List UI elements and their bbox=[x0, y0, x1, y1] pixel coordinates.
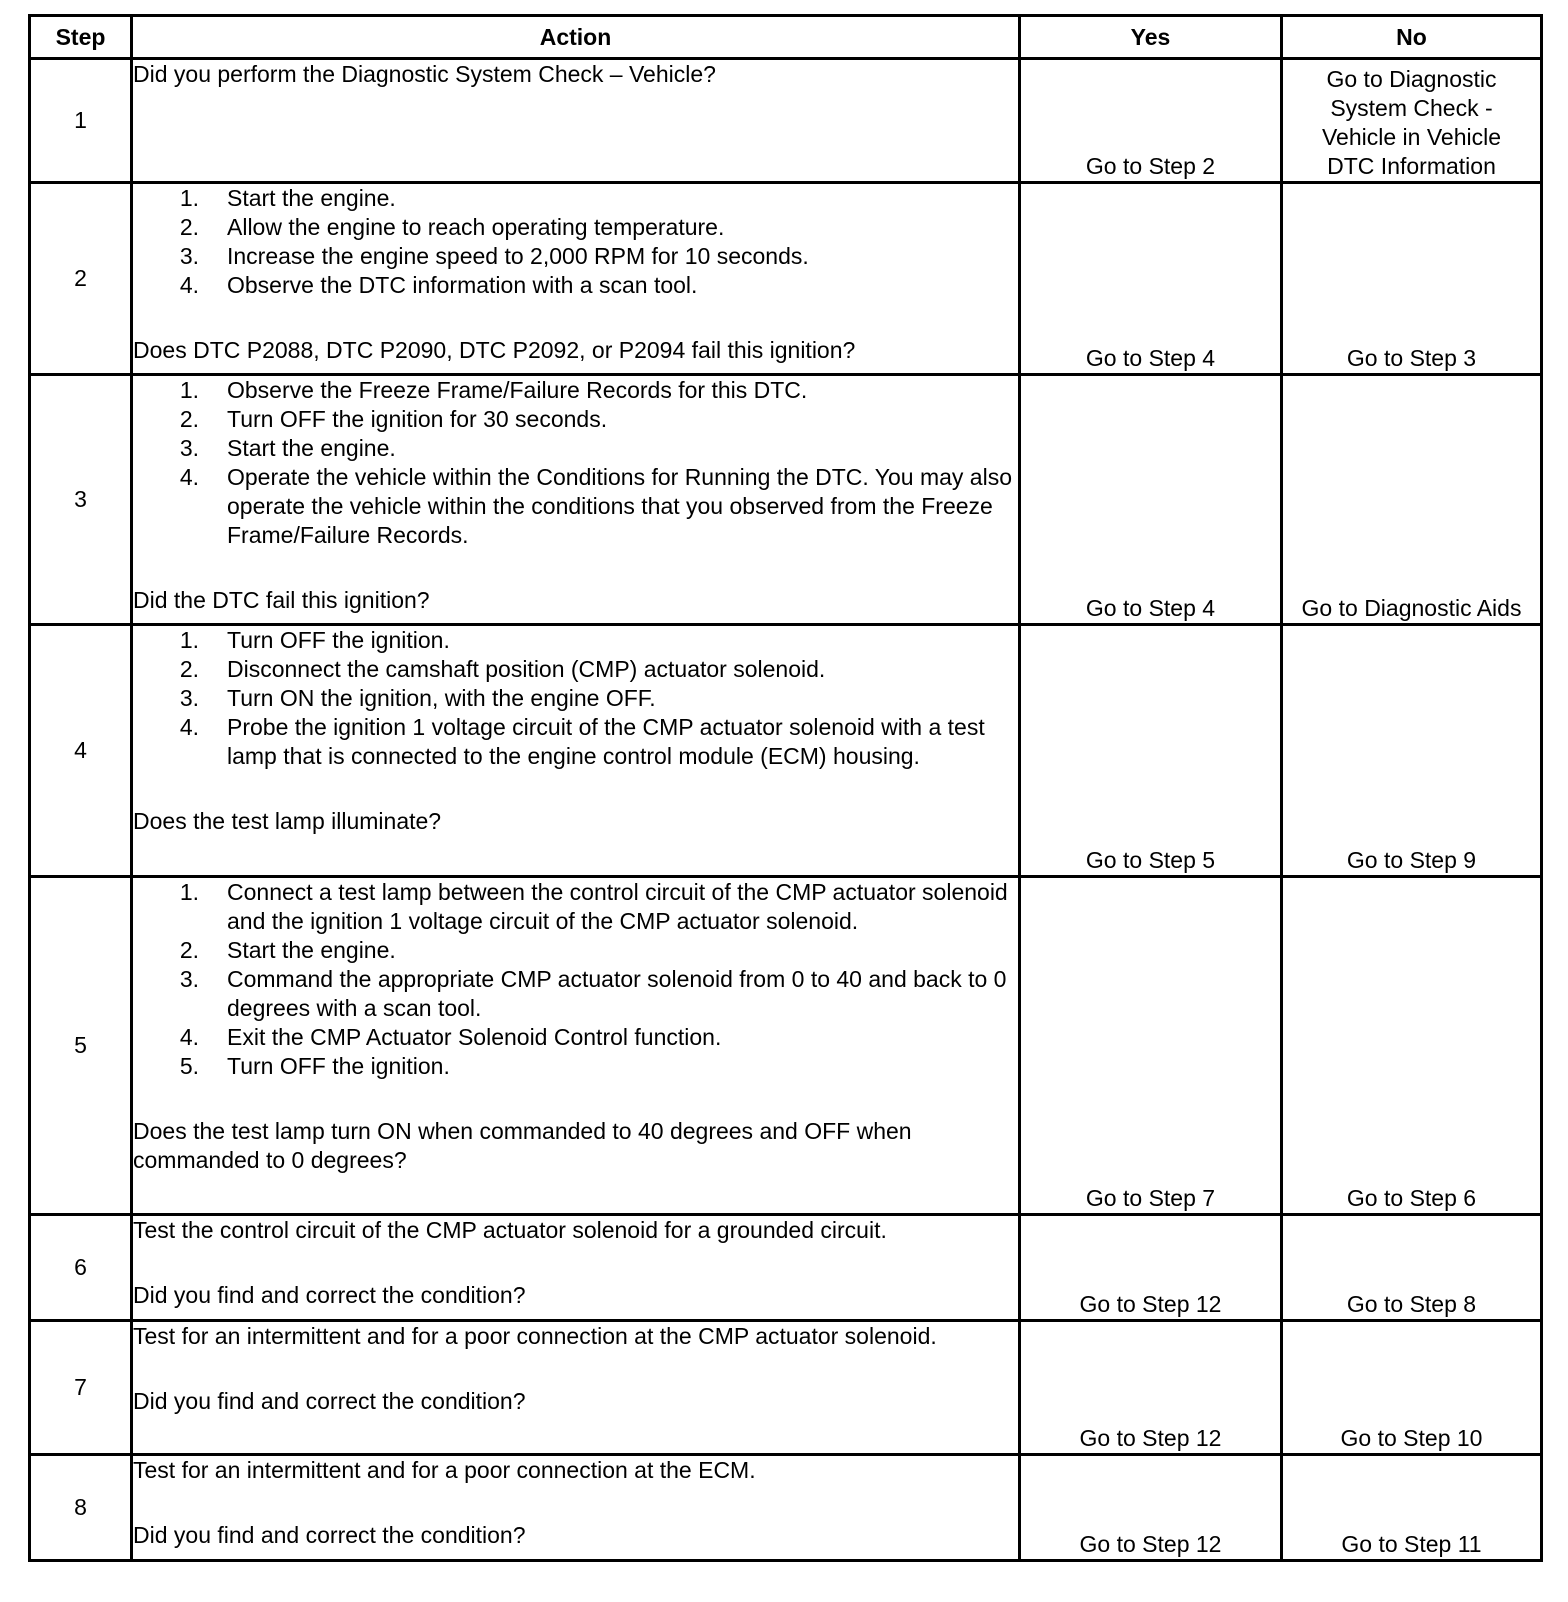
question-text: Did the DTC fail this ignition? bbox=[133, 587, 430, 613]
yes-cell: Go to Step 12 bbox=[1020, 1321, 1282, 1455]
yes-cell: Go to Step 5 bbox=[1020, 625, 1282, 877]
no-cell: Go to Step 9 bbox=[1282, 625, 1542, 877]
yes-cell: Go to Step 4 bbox=[1020, 375, 1282, 625]
instruction-list bbox=[133, 878, 1018, 1081]
no-cell: Go to Step 6 bbox=[1282, 877, 1542, 1215]
instruction-item: 1. Connect a test lamp between the control circuit of the CMP actuator solenoid and the ignition 1 voltage circuit of the CMP actuator solenoid. bbox=[179, 879, 1008, 934]
instruction-item: 2. Turn OFF the ignition for 30 seconds. bbox=[179, 406, 608, 432]
instruction-item: 1. Observe the Freeze Frame/Failure Records for this DTC. bbox=[179, 377, 808, 403]
action-text: Did you perform the Diagnostic System Check – Vehicle? bbox=[133, 61, 716, 87]
action-cell bbox=[132, 625, 1020, 877]
question-text: Did you find and correct the condition? bbox=[133, 1282, 526, 1308]
instruction-item: 3. Increase the engine speed to 2,000 RPM for 10 seconds. bbox=[179, 243, 809, 269]
instruction-item: 2. Allow the engine to reach operating temperature. bbox=[179, 214, 725, 240]
instruction-item: 1. Turn OFF the ignition. bbox=[179, 627, 450, 653]
table-row bbox=[30, 1321, 1542, 1455]
step-number: 6 bbox=[30, 1215, 132, 1321]
action-text: Test the control circuit of the CMP actuator solenoid for a grounded circuit. bbox=[133, 1217, 887, 1243]
action-cell bbox=[132, 59, 1020, 183]
no-cell: Go to Step 8 bbox=[1282, 1215, 1542, 1321]
action-cell bbox=[132, 1321, 1020, 1455]
header-action: Action bbox=[132, 16, 1020, 59]
question-text: Did you find and correct the condition? bbox=[133, 1388, 526, 1414]
step-number: 3 bbox=[30, 375, 132, 625]
no-cell: Go to Step 10 bbox=[1282, 1321, 1542, 1455]
instruction-item: 4. Operate the vehicle within the Conditions for Running the DTC. You may also operate the vehicle within the conditions that you observed from the Freeze Frame/Failure Records. bbox=[179, 464, 1012, 548]
table-row bbox=[30, 183, 1542, 375]
instruction-item: 3. Start the engine. bbox=[179, 435, 396, 461]
yes-cell: Go to Step 12 bbox=[1020, 1455, 1282, 1561]
instruction-item: 3. Command the appropriate CMP actuator solenoid from 0 to 40 and back to 0 degrees with a scan tool. bbox=[179, 966, 1007, 1021]
step-number: 5 bbox=[30, 877, 132, 1215]
yes-cell: Go to Step 4 bbox=[1020, 183, 1282, 375]
question-text: Does the test lamp turn ON when commanded to 40 degrees and OFF when commanded to 0 degrees? bbox=[133, 1118, 912, 1173]
yes-cell: Go to Step 7 bbox=[1020, 877, 1282, 1215]
header-yes: Yes bbox=[1020, 16, 1282, 59]
step-number: 4 bbox=[30, 625, 132, 877]
header-step: Step bbox=[30, 16, 132, 59]
instruction-item: 3. Turn ON the ignition, with the engine OFF. bbox=[179, 685, 656, 711]
instruction-item: 1. Start the engine. bbox=[179, 185, 396, 211]
header-row bbox=[30, 16, 1542, 59]
instruction-list bbox=[133, 376, 1018, 550]
no-cell: Go to Diagnostic Aids bbox=[1282, 375, 1542, 625]
table-row bbox=[30, 59, 1542, 183]
diagnostic-table bbox=[28, 14, 1543, 1562]
step-number: 1 bbox=[30, 59, 132, 183]
question-text: Does the test lamp illuminate? bbox=[133, 808, 442, 834]
step-number: 8 bbox=[30, 1455, 132, 1561]
header-no: No bbox=[1282, 16, 1542, 59]
action-cell bbox=[132, 183, 1020, 375]
action-text: Test for an intermittent and for a poor connection at the ECM. bbox=[133, 1457, 756, 1483]
instruction-item: 5. Turn OFF the ignition. bbox=[179, 1053, 450, 1079]
no-cell: Go to Step 11 bbox=[1282, 1455, 1542, 1561]
instruction-list bbox=[133, 626, 1018, 771]
action-cell bbox=[132, 375, 1020, 625]
table-row bbox=[30, 625, 1542, 877]
instruction-item: 4. Observe the DTC information with a scan tool. bbox=[179, 272, 698, 298]
question-text: Did you find and correct the condition? bbox=[133, 1522, 526, 1548]
action-cell bbox=[132, 1215, 1020, 1321]
step-number: 2 bbox=[30, 183, 132, 375]
action-cell bbox=[132, 877, 1020, 1215]
question-text: Does DTC P2088, DTC P2090, DTC P2092, or P2094 fail this ignition? bbox=[133, 337, 856, 363]
no-cell: Go to Diagnostic System Check - Vehicle in Vehicle DTC Information bbox=[1282, 59, 1542, 183]
instruction-item: 2. Start the engine. bbox=[179, 937, 396, 963]
table-row bbox=[30, 375, 1542, 625]
instruction-item: 2. Disconnect the camshaft position (CMP) actuator solenoid. bbox=[179, 656, 826, 682]
instruction-item: 4. Exit the CMP Actuator Solenoid Control function. bbox=[179, 1024, 722, 1050]
yes-cell: Go to Step 12 bbox=[1020, 1215, 1282, 1321]
no-cell: Go to Step 3 bbox=[1282, 183, 1542, 375]
table-row bbox=[30, 1455, 1542, 1561]
instruction-list bbox=[133, 184, 1018, 300]
action-text: Test for an intermittent and for a poor connection at the CMP actuator solenoid. bbox=[133, 1323, 937, 1349]
yes-cell: Go to Step 2 bbox=[1020, 59, 1282, 183]
action-cell bbox=[132, 1455, 1020, 1561]
instruction-item: 4. Probe the ignition 1 voltage circuit of the CMP actuator solenoid with a test lamp that is connected to the engine control module (ECM) housing. bbox=[179, 714, 985, 769]
table-row bbox=[30, 1215, 1542, 1321]
table-row bbox=[30, 877, 1542, 1215]
step-number: 7 bbox=[30, 1321, 132, 1455]
